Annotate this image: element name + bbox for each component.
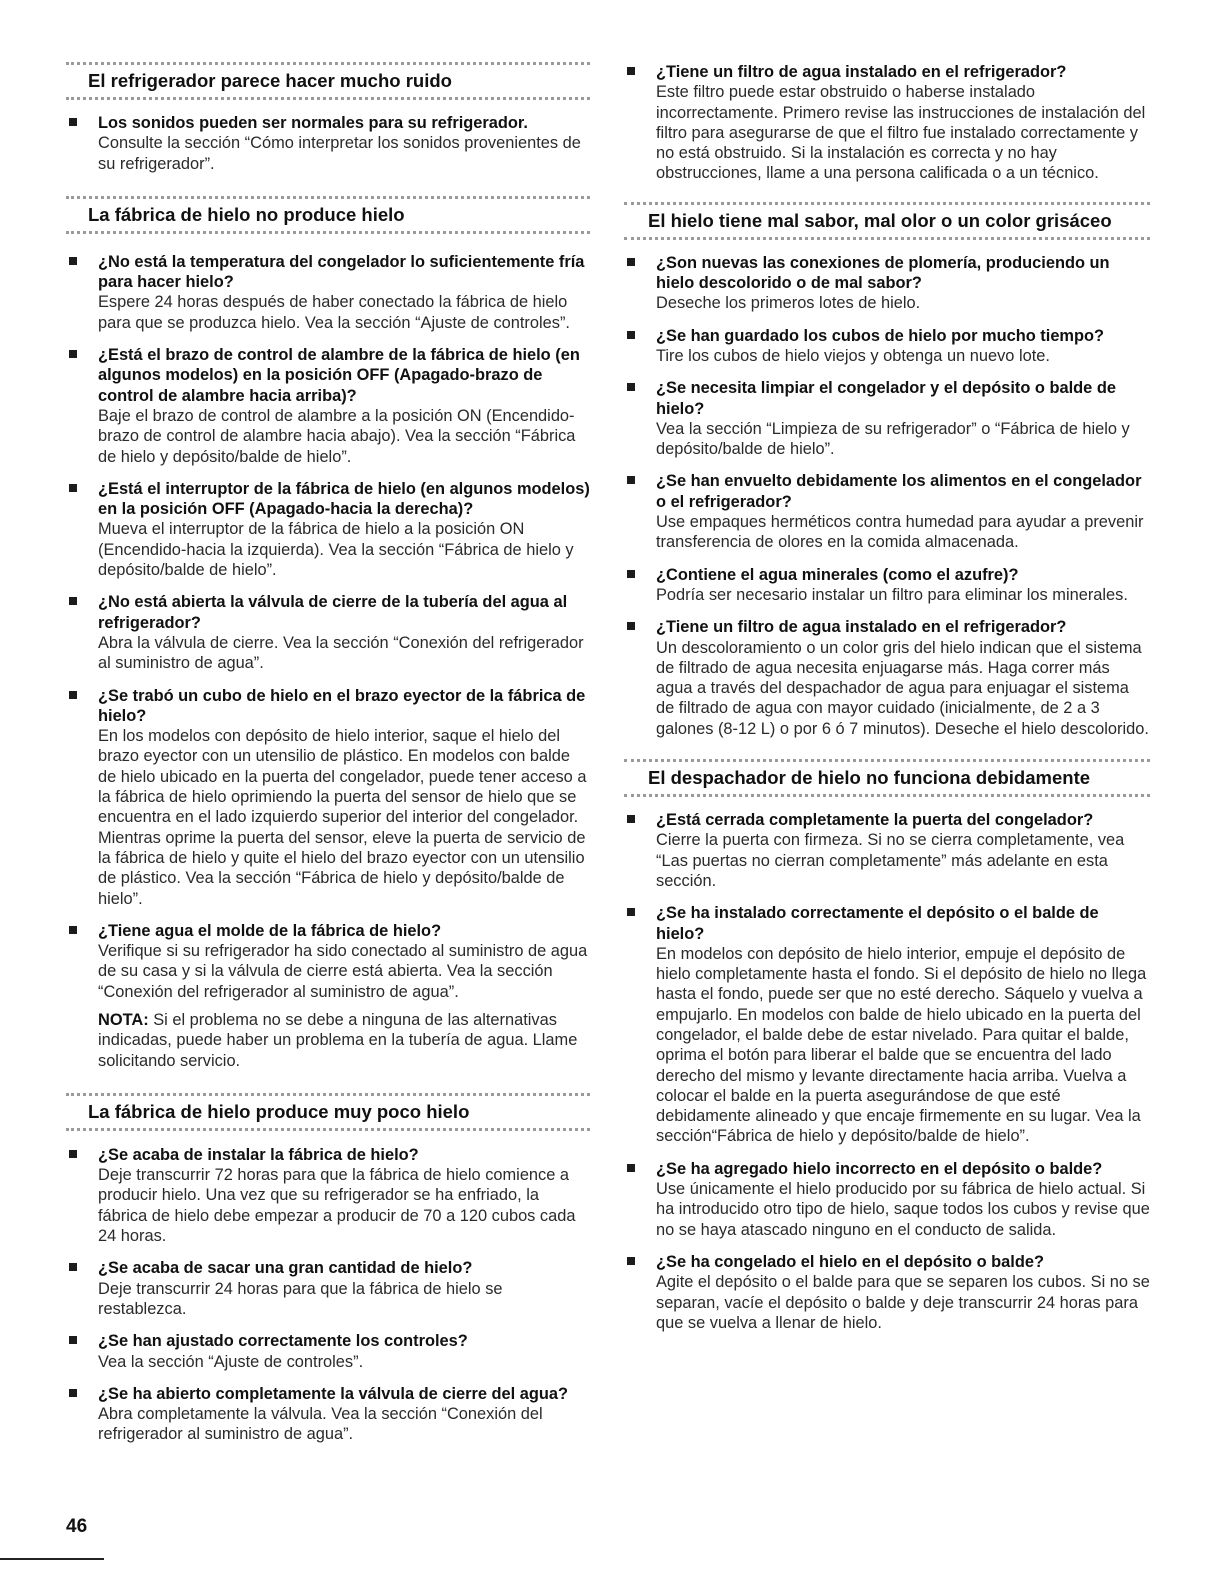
bullet-icon xyxy=(627,67,635,75)
answer: Abra la válvula de cierre. Vea la sección “Conexión del refrigerador al suministro de agua”. xyxy=(98,633,584,673)
bullet-icon xyxy=(627,815,635,823)
list-item xyxy=(66,113,590,174)
question: Los sonidos pueden ser normales para su refrigerador. xyxy=(98,114,528,132)
list-item xyxy=(624,1252,1150,1333)
note xyxy=(66,1010,590,1071)
question: ¿Se ha abierto completamente la válvula de cierre del agua? xyxy=(98,1384,569,1403)
answer: Use únicamente el hielo producido por su fábrica de hielo actual. Si ha introducido otro tipo de hielo, saque todos los cubos y revise que no se haya atascado ninguno en el conducto de salida. xyxy=(656,1180,1150,1239)
answer: Vea la sección “Limpieza de su refrigerador” o “Fábrica de hielo y depósito/balde de hielo”. xyxy=(656,419,1130,459)
question: ¿Se han ajustado correctamente los controles? xyxy=(98,1332,468,1351)
question: ¿Está el interruptor de la fábrica de hielo (en algunos modelos) en la posición OFF (Apagado-hacia la derecha)? xyxy=(98,479,590,519)
list-item xyxy=(66,1145,590,1246)
question: ¿Tiene un filtro de agua instalado en el refrigerador? xyxy=(656,618,1067,637)
answer: Abra completamente la válvula. Vea la sección “Conexión del refrigerador al suministro de agua”. xyxy=(98,1405,543,1444)
answer: Deseche los primeros lotes de hielo. xyxy=(656,294,921,313)
question: ¿Se trabó un cubo de hielo en el brazo eyector de la fábrica de hielo? xyxy=(98,686,586,725)
section-poco-hielo xyxy=(66,1093,590,1445)
question: ¿Está cerrada completamente la puerta del congelador? xyxy=(656,811,1094,830)
answer: Podría ser necesario instalar un filtro para eliminar los minerales. xyxy=(656,585,1128,604)
bullet-icon xyxy=(69,1263,77,1271)
bullet-icon xyxy=(627,1257,635,1265)
list-item xyxy=(624,1159,1150,1240)
left-column xyxy=(66,62,590,1445)
bullet-icon xyxy=(69,1150,77,1158)
question: ¿No está la temperatura del congelador lo suficientemente fría para hacer hielo? xyxy=(98,252,585,292)
bullet-icon xyxy=(69,257,77,265)
list-item xyxy=(624,617,1150,739)
question: ¿Se ha instalado correctamente el depósito o el balde de hielo? xyxy=(656,904,1099,943)
answer: Tire los cubos de hielo viejos y obtenga un nuevo lote. xyxy=(656,346,1050,365)
right-column xyxy=(624,62,1150,1333)
list-item xyxy=(624,903,1150,1147)
bullet-icon xyxy=(69,118,77,126)
question: ¿Se necesita limpiar el congelador y el depósito o balde de hielo? xyxy=(656,379,1116,418)
question: ¿Está el brazo de control de alambre de la fábrica de hielo (en algunos modelos) en la posición OFF (Apagado-brazo de control de alambre hacia arriba)? xyxy=(98,346,580,405)
bullet-icon xyxy=(69,350,77,358)
list-item xyxy=(624,326,1150,367)
question: ¿Se ha congelado el hielo en el depósito o balde? xyxy=(656,1252,1044,1271)
bullet-icon xyxy=(69,597,77,605)
question: ¿Se acaba de sacar una gran cantidad de hielo? xyxy=(98,1259,473,1278)
answer: Verifique si su refrigerador ha sido conectado al suministro de agua de su casa y si la válvula de cierre está abierta. Vea la sección “Conexión del refrigerador al suministro de agua”. xyxy=(98,942,588,1001)
section-heading: El despachador de hielo no funciona debidamente xyxy=(624,759,1150,797)
answer: Deje transcurrir 24 horas para que la fábrica de hielo se restablezca. xyxy=(98,1279,503,1318)
note-text: Si el problema no se debe a ninguna de las alternativas indicadas, puede haber un problema en la tubería de agua. Llame solicitando servicio. xyxy=(98,1010,578,1070)
list-item xyxy=(66,1258,590,1319)
bullet-icon xyxy=(627,258,635,266)
answer: Mueva el interruptor de la fábrica de hielo a la posición ON (Encendido-hacia la izquierda). Vea la sección “Fábrica de hielo y depósito/balde de hielo”. xyxy=(98,520,574,580)
bullet-icon xyxy=(69,484,77,492)
bullet-icon xyxy=(627,908,635,916)
answer: Este filtro puede estar obstruido o haberse instalado incorrectamente. Primero revise las instrucciones de instalación del filtro para asegurarse de que el filtro fue instalado correctamente y no está obstruido. Si la instalación es correcta y no hay obstrucciones, llame a una persona calificada o a un técnico. xyxy=(656,83,1146,183)
question: ¿Son nuevas las conexiones de plomería, produciendo un hielo descolorido o de mal sabor? xyxy=(656,253,1110,293)
bullet-icon xyxy=(627,476,635,484)
answer: Use empaques herméticos contra humedad para ayudar a prevenir transferencia de olores en la comida almacenada. xyxy=(656,513,1144,552)
answer: Agite el depósito o el balde para que se separen los cubos. Si no se separan, vacíe el depósito o balde y deje transcurrir 24 horas para que se vuelva a llenar de hielo. xyxy=(656,1273,1150,1332)
list-item xyxy=(66,252,590,333)
note-label: NOTA: xyxy=(98,1010,149,1029)
list-item xyxy=(624,378,1150,459)
answer: Baje el brazo de control de alambre a la posición ON (Encendido-brazo de control de alambre hacia abajo). Vea la sección “Fábrica de hielo y depósito/balde de hielo”. xyxy=(98,406,576,466)
list-item xyxy=(66,592,590,673)
section-ruido xyxy=(66,62,590,174)
list-item xyxy=(624,471,1150,552)
section-heading: La fábrica de hielo no produce hielo xyxy=(66,196,590,234)
list-item xyxy=(66,1384,590,1445)
answer: En los modelos con depósito de hielo interior, saque el hielo del brazo eyector con un utensilio de plástico. En modelos con balde de hielo ubicado en la puerta del congelador, puede tener acceso a la fábrica de hielo oprimiendo la puerta del sensor de hielo que se encuentra en el lado izquierdo superior del interior del congelador. Mientras oprime la puerta del sensor, eleve la puerta de servicio de la fábrica de hielo y quite el hielo del brazo eyector con un utensilio de plástico. Vea la sección “Fábrica de hielo y depósito/balde de hielo”. xyxy=(98,727,587,908)
answer: Deje transcurrir 72 horas para que la fábrica de hielo comience a producir hielo. Una vez que su refrigerador se ha enfriado, la fábrica de hielo debe empezar a producir de 70 a 120 cubos cada 24 horas. xyxy=(98,1166,576,1246)
answer: Un descoloramiento o un color gris del hielo indican que el sistema de filtrado de agua necesita enjuagarse más. Haga correr más agua a través del despachador de agua para enjuagar el sistema de filtrado de agua con mayor cuidado (inicialmente, de 2 a 3 galones (8-12 L) o por 6 ó 7 minutos). Deseche el hielo descolorido. xyxy=(656,638,1149,738)
question: ¿Se ha agregado hielo incorrecto en el depósito o balde? xyxy=(656,1159,1103,1178)
section-mal-sabor xyxy=(624,202,1150,739)
section-despachador xyxy=(624,759,1150,1333)
bullet-icon xyxy=(627,622,635,630)
question: ¿Contiene el agua minerales (como el azufre)? xyxy=(656,565,1019,584)
list-item xyxy=(624,253,1150,314)
bullet-icon xyxy=(69,926,77,934)
list-item xyxy=(66,1331,590,1372)
question: ¿Tiene un filtro de agua instalado en el refrigerador? xyxy=(656,63,1067,81)
section-heading: El hielo tiene mal sabor, mal olor o un color grisáceo xyxy=(624,202,1150,240)
bullet-icon xyxy=(627,383,635,391)
bullet-icon xyxy=(69,691,77,699)
section-heading: La fábrica de hielo produce muy poco hielo xyxy=(66,1093,590,1131)
bullet-icon xyxy=(69,1336,77,1344)
question: ¿Se acaba de instalar la fábrica de hielo? xyxy=(98,1145,419,1164)
question: ¿Tiene agua el molde de la fábrica de hielo? xyxy=(98,921,442,940)
section-heading: El refrigerador parece hacer mucho ruido xyxy=(66,62,590,100)
list-item xyxy=(66,686,590,909)
question: ¿Se han guardado los cubos de hielo por mucho tiempo? xyxy=(656,326,1105,345)
footer-rule xyxy=(0,1558,104,1560)
bullet-icon xyxy=(627,1164,635,1172)
page-number: 46 xyxy=(66,1516,88,1537)
list-item xyxy=(66,921,590,1002)
bullet-icon xyxy=(69,1389,77,1397)
list-item xyxy=(624,810,1150,891)
list-item xyxy=(66,345,590,467)
bullet-icon xyxy=(627,331,635,339)
answer: En modelos con depósito de hielo interior, empuje el depósito de hielo completamente hasta el fondo. Si el depósito de hielo no llega hasta el fondo, puede ser que no esté derecho. Sáquelo y vuelva a empujarlo. En modelos con balde de hielo ubicado en la puerta del congelador, el balde debe de estar nivelado. Para quitar el balde, oprima el botón para liberar el balde que se encuentra del lado derecho del mismo y levante directamente hacia arriba. Vuelva a colocar el balde en la puerta asegurándose de que esté debidamente alineado y que encaje firmemente en su lugar. Vea la sección“Fábrica de hielo y depósito/balde de hielo”. xyxy=(656,944,1147,1146)
list-item xyxy=(624,565,1150,606)
question: ¿Se han envuelto debidamente los alimentos en el congelador o el refrigerador? xyxy=(656,472,1142,511)
section-no-produce xyxy=(66,196,590,1071)
answer: Consulte la sección “Cómo interpretar los sonidos provenientes de su refrigerador”. xyxy=(98,134,581,173)
question: ¿No está abierta la válvula de cierre de la tubería del agua al refrigerador? xyxy=(98,593,568,632)
answer: Espere 24 horas después de haber conectado la fábrica de hielo para que se produzca hielo. Vea la sección “Ajuste de controles”. xyxy=(98,293,570,332)
answer: Vea la sección “Ajuste de controles”. xyxy=(98,1352,364,1371)
list-item xyxy=(624,62,1150,184)
list-item xyxy=(66,479,590,580)
bullet-icon xyxy=(627,570,635,578)
answer: Cierre la puerta con firmeza. Si no se cierra completamente, vea “Las puertas no cierran completamente” más adelante en esta sección. xyxy=(656,831,1125,890)
